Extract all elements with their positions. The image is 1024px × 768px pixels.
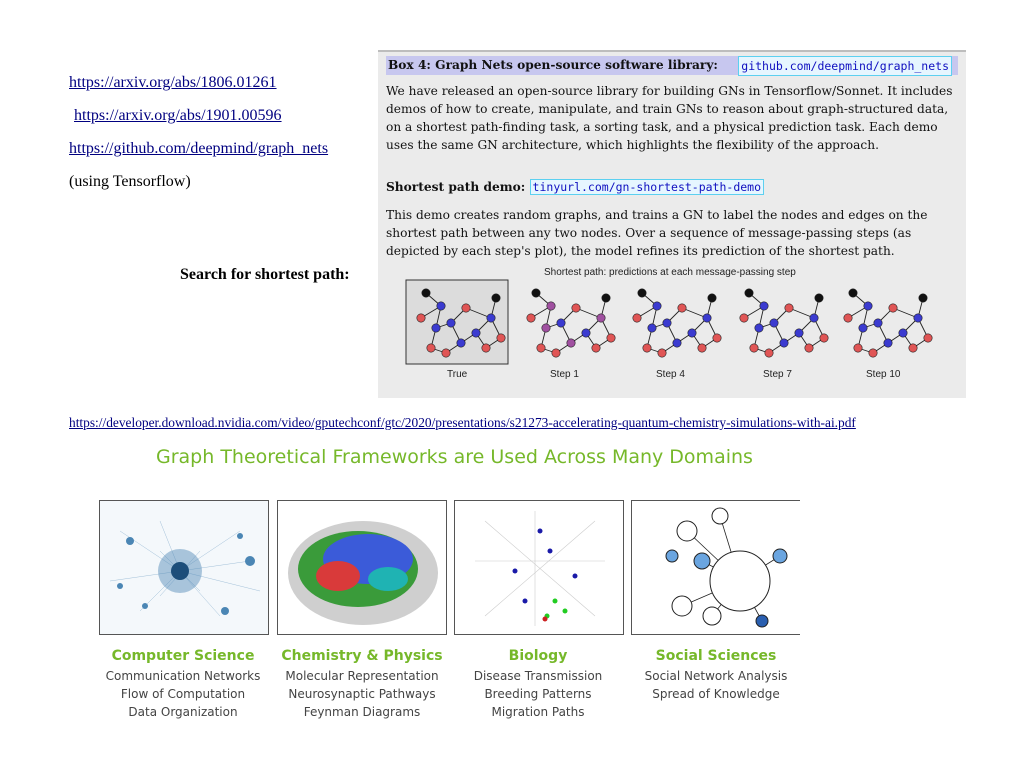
graph-node [572, 304, 580, 312]
graph-node [889, 304, 897, 312]
graph-node [770, 319, 778, 327]
nvidia-link[interactable]: https://developer.download.nvidia.com/video/gputechconf/gtc/2020/presentations/s21273-accelerating-quantum-chemistry-simulations-with-ai.pdf [69, 415, 856, 430]
graph-node [427, 344, 435, 352]
graph-node [487, 314, 495, 322]
graph-node [924, 334, 932, 342]
graph-node [432, 324, 440, 332]
graph-node [417, 314, 425, 322]
shortest-path-plots [398, 278, 958, 368]
demo-row [386, 178, 764, 196]
box-paragraph-2: This demo creates random graphs, and trains a GN to label the nodes and edges on the shortest path between any two nodes. Over a sequence of message-passing steps (as depicted by each step's plot), the model refines its prediction of the shortest path. [386, 208, 928, 258]
graph-nets-box [378, 50, 966, 398]
graph-node [557, 319, 565, 327]
graph-node [482, 344, 490, 352]
domain-item: Molecular Representation [285, 669, 439, 683]
frameworks-title: Graph Theoretical Frameworks are Used Across Many Domains [156, 446, 753, 468]
graph-node [698, 344, 706, 352]
domain-item: Flow of Computation [120, 687, 246, 701]
graph-node [663, 319, 671, 327]
domain-biology [450, 648, 626, 721]
domain-item: Migration Paths [491, 705, 585, 719]
graph-thumbnail [527, 289, 615, 357]
graph-node [755, 324, 763, 332]
graph-node [708, 294, 716, 302]
graph-thumbnail [844, 289, 932, 357]
domain-item: Spread of Knowledge [652, 687, 780, 701]
domain-item: Neurosynaptic Pathways [288, 687, 436, 701]
graph-node [442, 349, 450, 357]
network-image [99, 500, 269, 635]
github-link[interactable]: https://github.com/deepmind/graph_nets [69, 140, 329, 157]
domain-social-sciences [628, 648, 804, 703]
graph-node [750, 344, 758, 352]
graph-node [492, 294, 500, 302]
graph-node [457, 339, 465, 347]
graph-node [713, 334, 721, 342]
graph-node [462, 304, 470, 312]
graph-node [805, 344, 813, 352]
domain-title: Biology [508, 648, 568, 664]
domain-chemistry-physics [274, 648, 450, 721]
graph-node [633, 314, 641, 322]
graph-node [567, 339, 575, 347]
graph-node [810, 314, 818, 322]
biology-network-image [454, 500, 624, 635]
graph-node [607, 334, 615, 342]
graph-node [638, 289, 646, 297]
arxiv-link-2[interactable]: https://arxiv.org/abs/1901.00596 [74, 107, 282, 124]
graph-node [864, 302, 872, 310]
arxiv-link-1[interactable]: https://arxiv.org/abs/1806.01261 [69, 74, 277, 91]
graph-node [859, 324, 867, 332]
demo-label: Shortest path demo: [386, 180, 526, 194]
graph-node [780, 339, 788, 347]
graph-node [673, 339, 681, 347]
graph-node [909, 344, 917, 352]
graph-node [653, 302, 661, 310]
graph-node [472, 329, 480, 337]
graph-node [765, 349, 773, 357]
graph-node [422, 289, 430, 297]
box-title: Box 4: Graph Nets open-source software library: [388, 58, 718, 72]
step-label-1: Step 1 [550, 369, 579, 380]
graph-node [703, 314, 711, 322]
graph-node [542, 324, 550, 332]
graph-node [648, 324, 656, 332]
graph-thumbnail [406, 280, 508, 364]
domain-item: Social Network Analysis [644, 669, 788, 683]
graph-node [815, 294, 823, 302]
domain-item: Data Organization [128, 705, 238, 719]
graph-node [602, 294, 610, 302]
domain-item: Feynman Diagrams [303, 705, 421, 719]
graph-node [874, 319, 882, 327]
search-label: Search for shortest path: [180, 266, 350, 283]
graph-node [785, 304, 793, 312]
graph-node [437, 302, 445, 310]
graph-node [740, 314, 748, 322]
domain-item: Communication Networks [105, 669, 261, 683]
graph-node [592, 344, 600, 352]
graph-node [547, 302, 555, 310]
graph-node [760, 302, 768, 310]
graph-node [844, 314, 852, 322]
graph-node [497, 334, 505, 342]
graph-node [899, 329, 907, 337]
step-label-true: True [447, 369, 468, 380]
reference-links [69, 74, 328, 206]
graph-node [869, 349, 877, 357]
graph-node [597, 314, 605, 322]
graph-node [854, 344, 862, 352]
graph-thumbnail [740, 289, 828, 357]
graph-node [820, 334, 828, 342]
social-network-image [631, 500, 800, 635]
box-title-code: github.com/deepmind/graph_nets [738, 56, 952, 76]
domain-computer-science [95, 648, 271, 721]
domain-title: Computer Science [111, 648, 255, 664]
box-title-row [386, 56, 958, 75]
graph-node [658, 349, 666, 357]
domain-item: Breeding Patterns [484, 687, 592, 701]
graph-node [795, 329, 803, 337]
plot-title: Shortest path: predictions at each message-passing step [544, 267, 796, 278]
graph-node [552, 349, 560, 357]
graph-node [919, 294, 927, 302]
domain-item: Disease Transmission [473, 669, 603, 683]
step-label-4: Step 4 [656, 369, 685, 380]
graph-node [537, 344, 545, 352]
graph-thumbnail [633, 289, 721, 357]
tensorflow-note: (using Tensorflow) [69, 173, 191, 190]
graph-node [582, 329, 590, 337]
graph-node [678, 304, 686, 312]
demo-code: tinyurl.com/gn-shortest-path-demo [530, 179, 764, 195]
graph-node [745, 289, 753, 297]
graph-node [849, 289, 857, 297]
graph-node [914, 314, 922, 322]
graph-node [532, 289, 540, 297]
box-paragraph-1: We have released an open-source library for building GNs in Tensorflow/Sonnet. It includes demos of how to create, manipulate, and train GNs to reason about graph-structured data, on a shortest path-finding task, a sorting task, and a physical prediction task. Each demo uses the same GN architecture, which highlights the flexibility of the approach. [386, 84, 953, 152]
brain-image [277, 500, 447, 635]
step-label-7: Step 7 [763, 369, 792, 380]
graph-node [884, 339, 892, 347]
graph-node [527, 314, 535, 322]
graph-node [688, 329, 696, 337]
step-label-10: Step 10 [866, 369, 901, 380]
graph-node [643, 344, 651, 352]
domain-title: Chemistry & Physics [281, 648, 443, 664]
graph-node [447, 319, 455, 327]
domain-title: Social Sciences [655, 648, 777, 664]
